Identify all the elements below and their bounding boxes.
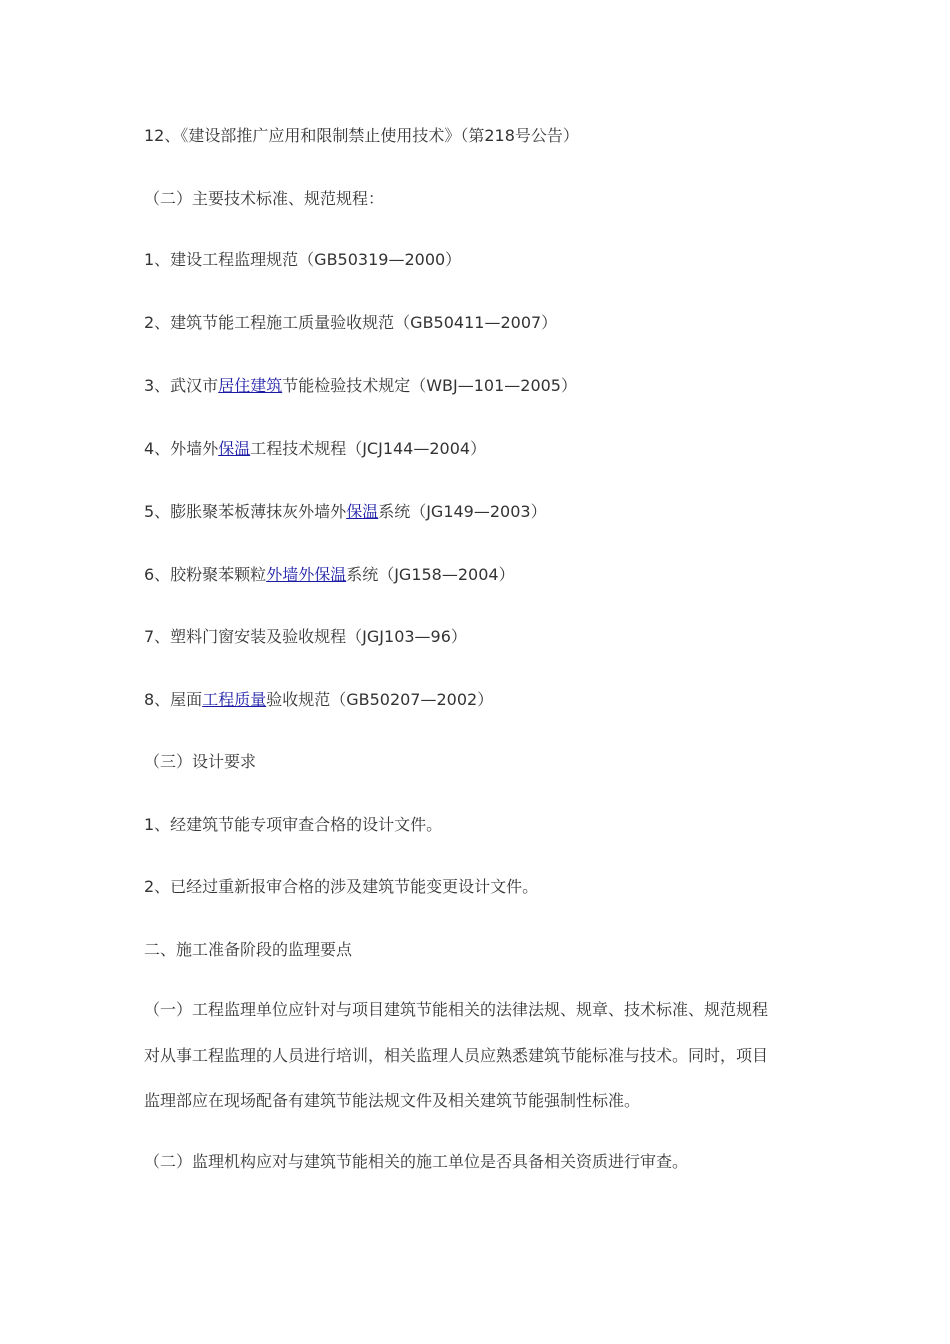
text-line: 7、塑料门窗安装及验收规程（JGJ103—96）: [144, 627, 467, 646]
text-line: [144, 689, 493, 711]
hyperlink[interactable]: 外墙外保温: [266, 565, 347, 584]
text-line: 1、建设工程监理规范（GB50319—2000）: [144, 250, 462, 269]
text-line: 1、经建筑节能专项审查合格的设计文件。: [144, 815, 443, 834]
hyperlink[interactable]: 工程质量: [202, 690, 267, 709]
section-heading: （二）主要技术标准、规范规程：: [144, 189, 385, 208]
text-segment: 8、屋面: [144, 690, 203, 709]
text-line: 12、《建设部推广应用和限制禁止使用技术》（第218号公告）: [144, 126, 579, 145]
text-segment: 4、外墙外: [144, 439, 219, 458]
paragraph-line: 监理部应在现场配备有建筑节能法规文件及相关建筑节能强制性标准。: [144, 1091, 641, 1110]
hyperlink[interactable]: 保温: [346, 502, 379, 521]
section-heading: （三）设计要求: [144, 752, 257, 771]
hyperlink[interactable]: 居住建筑: [218, 376, 283, 395]
text-line: [144, 438, 486, 460]
paragraph: [144, 987, 804, 1124]
text-segment: 节能检验技术规定（WBJ—101—2005）: [282, 376, 577, 395]
text-segment: 验收规范（GB50207—2002）: [266, 690, 494, 709]
paragraph: （二）监理机构应对与建筑节能相关的施工单位是否具备相关资质进行审查。: [144, 1152, 689, 1171]
text-line: [144, 501, 547, 523]
text-line: 2、已经过重新报审合格的涉及建筑节能变更设计文件。: [144, 877, 539, 896]
text-segment: 系统（JG158—2004）: [346, 565, 515, 584]
text-segment: 5、膨胀聚苯板薄抹灰外墙外: [144, 502, 347, 521]
text-segment: 系统（JG149—2003）: [378, 502, 547, 521]
text-line: [144, 564, 515, 586]
text-segment: 3、武汉市: [144, 376, 219, 395]
text-line: 2、建筑节能工程施工质量验收规范（GB50411—2007）: [144, 313, 558, 332]
hyperlink[interactable]: 保温: [218, 439, 251, 458]
text-line: [144, 375, 577, 397]
paragraph-line: 对从事工程监理的人员进行培训，相关监理人员应熟悉建筑节能标准与技术。同时，项目: [144, 1045, 769, 1065]
section-heading: 二、施工准备阶段的监理要点: [144, 940, 353, 959]
paragraph-line: （一）工程监理单位应针对与项目建筑节能相关的法律法规、规章、技术标准、规范规程: [144, 1000, 769, 1019]
text-segment: 6、胶粉聚苯颗粒: [144, 565, 267, 584]
text-segment: 工程技术规程（JCJ144—2004）: [250, 439, 487, 458]
